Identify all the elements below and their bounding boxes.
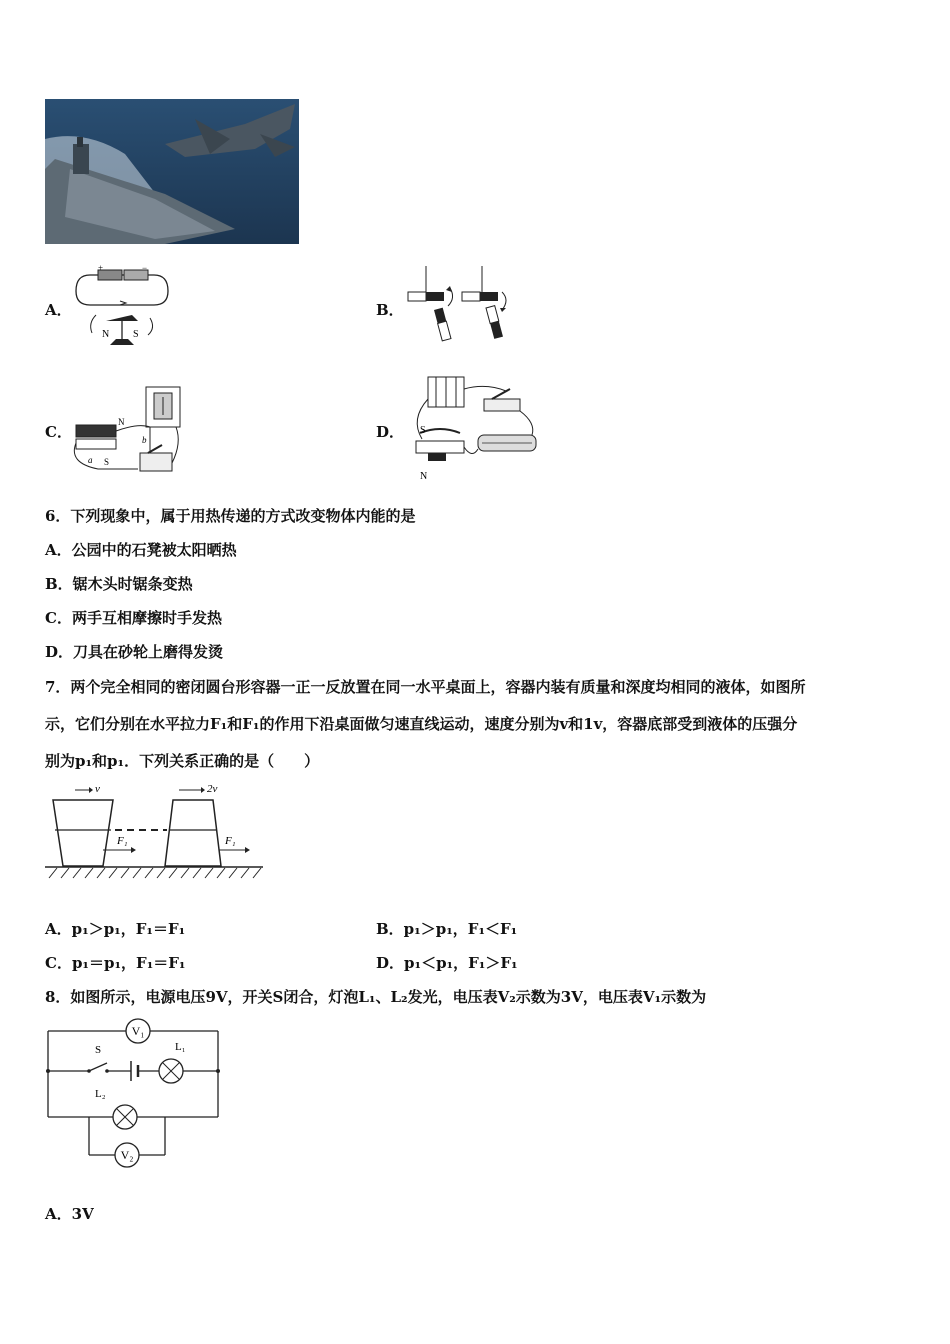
q5-option-c-label[interactable]: C． [45,423,72,441]
q5-option-d-label[interactable]: D． [376,423,405,441]
q7-option-c[interactable]: C．p₁＝p₁，F₁＝F₁ [45,954,186,972]
q8-l1-label: L₁ [175,1041,186,1053]
figa-plus: + [98,263,104,273]
q7-option-d[interactable]: D．p₁＜p₁，F₁＞F₁ [376,954,518,972]
q5-option-c-figure [68,383,188,483]
figc-n: N [118,417,125,427]
figa-s: S [133,329,139,340]
q7-f1-label: F₁ [117,835,128,847]
q7-stem-line3: 别为p₁和p₁．下列关系正确的是（ ） [45,752,320,770]
q7-option-b[interactable]: B．p₁＞p₁，F₁＜F₁ [376,920,518,938]
figc-s: S [104,457,110,467]
q8-l2-label: L₂ [95,1088,106,1100]
figd-s: S [420,425,426,436]
q7-stem-line1: 7．两个完全相同的密闭圆台形容器一正一反放置在同一水平桌面上，容器内装有质量和深度均相同的液体，如图所 [45,678,806,696]
q5-option-b-label[interactable]: B． [376,301,404,319]
q7-option-a[interactable]: A．p₁＞p₁，F₁＝F₁ [45,920,186,938]
q6-option-b[interactable]: B．锯木头时锯条变热 [45,575,193,593]
q5-option-d-figure [406,369,544,484]
q6-option-c[interactable]: C．两手互相摩擦时手发热 [45,609,222,627]
q8-option-a[interactable]: A．3V [45,1205,94,1223]
q6-option-d[interactable]: D．刀具在砂轮上磨得发烫 [45,643,224,661]
q7-figure [45,778,265,883]
figd-n: N [420,471,428,482]
figc-b: b [142,435,147,445]
q5-option-a-figure [72,263,172,353]
q8-stem: 8．如图所示，电源电压9V，开关S闭合，灯泡L₁、L₂发光，电压表V₂示数为3V，电压表V₁示数为 [45,988,707,1006]
q8-s-label: S [95,1044,102,1056]
q5-option-a-label[interactable]: A． [45,301,72,319]
q8-v2-label: V₂ [120,1148,134,1162]
q7-v-label: v [95,783,100,795]
q8-v1-label: V₁ [131,1024,145,1038]
figa-minus: − [142,263,148,273]
q6-stem: 6．下列现象中，属于用热传递的方式改变物体内能的是 [45,507,416,525]
q8-circuit-figure [45,1015,225,1170]
q7-f2-label: F₁ [225,835,236,847]
figc-a: a [88,455,93,465]
figa-n: N [102,329,110,340]
q6-option-a[interactable]: A．公园中的石凳被太阳晒热 [45,541,237,559]
q7-stem-line2: 示，它们分别在水平拉力F₁和F₁的作用下沿桌面做匀速直线运动，速度分别为v和1v，容器底部受到液体的压强分 [45,715,798,733]
carrier-jet-photo [45,99,299,244]
q5-option-b-figure [404,262,514,347]
q7-2v-label: 2v [207,783,218,795]
